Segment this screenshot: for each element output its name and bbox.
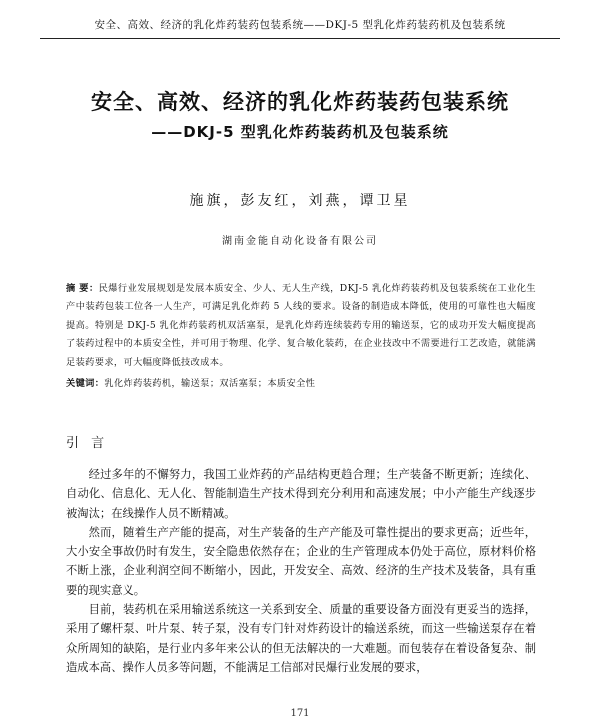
affiliation: 湖南金能自动化设备有限公司 — [222, 236, 378, 247]
paragraph: 经过多年的不懈努力，我国工业炸药的产品结构更趋合理；生产装备不断更新；连续化、自动化、信息化、无人化、智能制造生产技术得到充分利用和高速发展；中小产能生产线逐步被淘汰；在线操作人员不断精减。 — [66, 468, 536, 520]
abstract-text: 民爆行业发展规划是发展本质安全、少人、无人生产线，DKJ-5 乳化炸药装药机及包装系统在工业化生产中装药包装工位各一人生产，可满足乳化炸药 5 人线的要求。设备的制造成本降低，使用的可靠性也大幅度提高。特别是 DKJ-5 乳化炸药装药机双活塞泵，是乳化炸药连续装药专用的输送泵，它的成功开发大幅度提高了装药过程中的本质安全性，并可用于物理、化学、复合敏化装药，在企业技改中不需要进行工艺改造，就能满足装药要求，可大幅度降低技改成本。 — [66, 283, 536, 368]
authors: 施旗，彭友红，刘燕，谭卫星 — [189, 193, 411, 209]
running-head: 安全、高效、经济的乳化炸药装药包装系统——DKJ-5 型乳化炸药装药机及包装系统 — [40, 17, 560, 39]
keywords-label: 关键词： — [66, 378, 105, 389]
paragraph: 然而，随着生产产能的提高，对生产装备的生产产能及可靠性提出的要求更高；近些年，大小安全事故仍时有发生，安全隐患依然存在；企业的生产管理成本仍处于高位，原材料价格不断上涨，企业利润空间不断缩小，因此，开发安全、高效、经济的生产技术及装备，具有重要的现实意义。 — [66, 525, 536, 597]
page-number: 171 — [290, 708, 310, 719]
section-heading: 引 言 — [66, 436, 109, 451]
paragraph: 目前，装药机在采用输送系统这一关系到安全、质量的重要设备方面没有更妥当的选择，采用了螺杆泵、叶片泵、转子泵，没有专门针对炸药设计的输送系统，而这一些输送泵存在着众所周知的缺陷，是行业内多年来公认的但无法解决的一大难题。而包装存在着设备复杂、制造成本高、操作人员多等问题，不能满足工信部对民爆行业发展的要求， — [66, 603, 536, 674]
keywords — [66, 375, 536, 389]
keywords-text: 乳化炸药装药机，输送泵；双活塞泵；本质安全性 — [104, 378, 316, 389]
paper-subtitle: ——DKJ-5 型乳化炸药装药机及包装系统 — [151, 123, 449, 141]
body-text — [66, 465, 536, 677]
abstract — [66, 280, 536, 372]
paper-title: 安全、高效、经济的乳化炸药装药包装系统 — [91, 90, 509, 114]
abstract-label: 摘 要： — [66, 283, 99, 294]
